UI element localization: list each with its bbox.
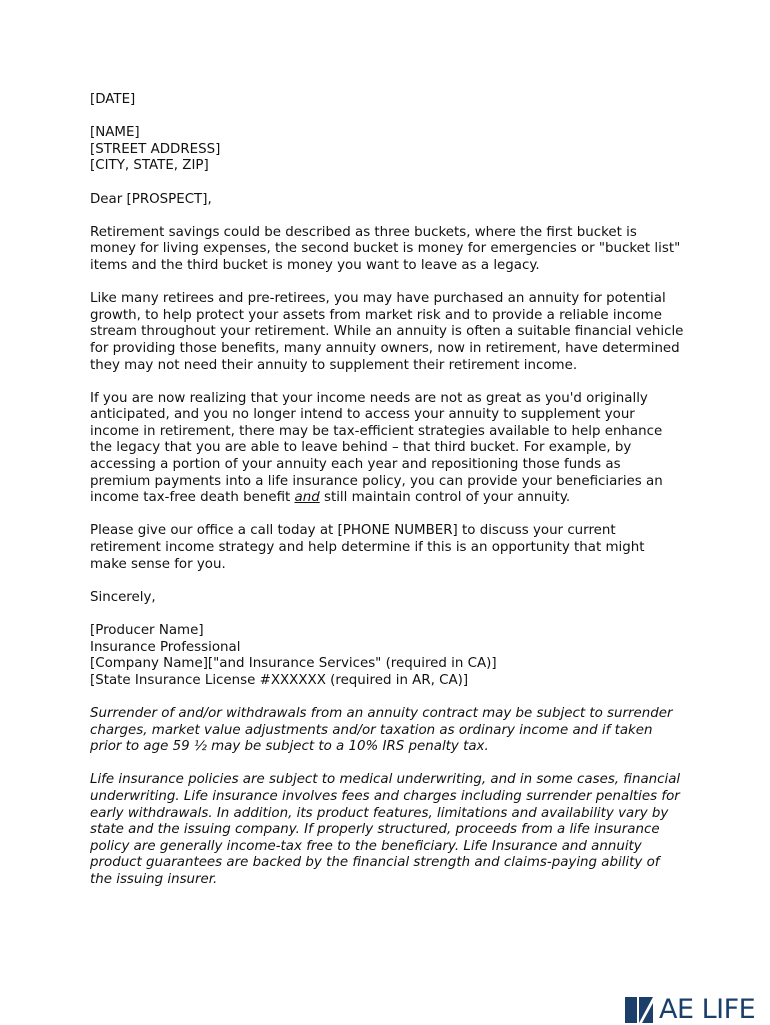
letter-date: [DATE] xyxy=(90,92,136,107)
recipient-street: [STREET ADDRESS] xyxy=(90,141,221,157)
closing: Sincerely, xyxy=(90,589,156,605)
paragraph-strategy-emphasis: and xyxy=(294,490,320,506)
paragraph-buckets: Retirement savings could be described as three buckets, where the first bucket is money for living expenses, the second bucket is money for emergencies or "bucket list" items and the third bucket is money you want to leave as a legacy. xyxy=(90,224,681,273)
company-name: [Company Name]["and Insurance Services" (required in CA)] xyxy=(90,656,497,672)
annuity-disclaimer: Surrender of and/or withdrawals from an annuity contract may be subject to surrender charges, market value adjustments and/or taxation as ordinary income and if taken prior to age 59 ½ may be subject to a 10% IRS penalty tax. xyxy=(90,705,673,755)
paragraph-strategy xyxy=(90,391,685,507)
life-insurance-disclaimer: Life insurance policies are subject to medical underwriting, and in some cases, financial underwriting. Life insurance involves fees and charges including surrender penalties for early withdrawals. In addition, its product features, limitations and availability vary by state and the issuing company. If properly structured, proceeds from a life insurance policy are generally income-tax free to the beneficiary. Life Insurance and annuity product guarantees are backed by the financial strength and claims-paying ability of the issuing insurer. xyxy=(90,772,681,887)
letter-body xyxy=(90,92,685,905)
recipient-address xyxy=(90,125,685,175)
license-number: [State Insurance License #XXXXXX (required in AR, CA)] xyxy=(90,672,469,688)
producer-title: Insurance Professional xyxy=(90,639,241,655)
recipient-name: [NAME] xyxy=(90,125,140,141)
salutation: Dear [PROSPECT], xyxy=(90,191,212,207)
paragraph-annuity: Like many retirees and pre-retirees, you may have purchased an annuity for potential growth, to help protect your assets from market risk and to provide a reliable income stream throughout your retirement. While an annuity is often a suitable financial vehicle for providing those benefits, many annuity owners, now in retirement, have determined they may not need their annuity to supplement their retirement income. xyxy=(90,291,684,373)
signature-block xyxy=(90,623,685,689)
recipient-city-state-zip: [CITY, STATE, ZIP] xyxy=(90,158,209,174)
producer-name: [Producer Name] xyxy=(90,623,204,638)
paragraph-strategy-after: still maintain control of your annuity. xyxy=(319,490,571,506)
paragraph-call-to-action: Please give our office a call today at [PHONE NUMBER] to discuss your current retirement income strategy and help determine if this is an opportunity that might make sense for you. xyxy=(90,523,645,572)
ae-life-logo xyxy=(625,996,770,1024)
ae-life-mark-icon xyxy=(625,997,653,1023)
paragraph-strategy-before: If you are now realizing that your income needs are not as great as you'd originally anticipated, and you no longer intend to access your annuity to supplement your income in retirement, there may be tax-efficient strategies available to help enhance the legacy that you are able to leave behind – that third bucket. For example, by accessing a portion of your annuity each year and repositioning those funds as premium payments into a life insurance policy, you can provide your beneficiaries an income tax-free death benefit xyxy=(90,390,663,506)
ae-life-logo-text: AE LIFE xyxy=(659,994,756,1025)
